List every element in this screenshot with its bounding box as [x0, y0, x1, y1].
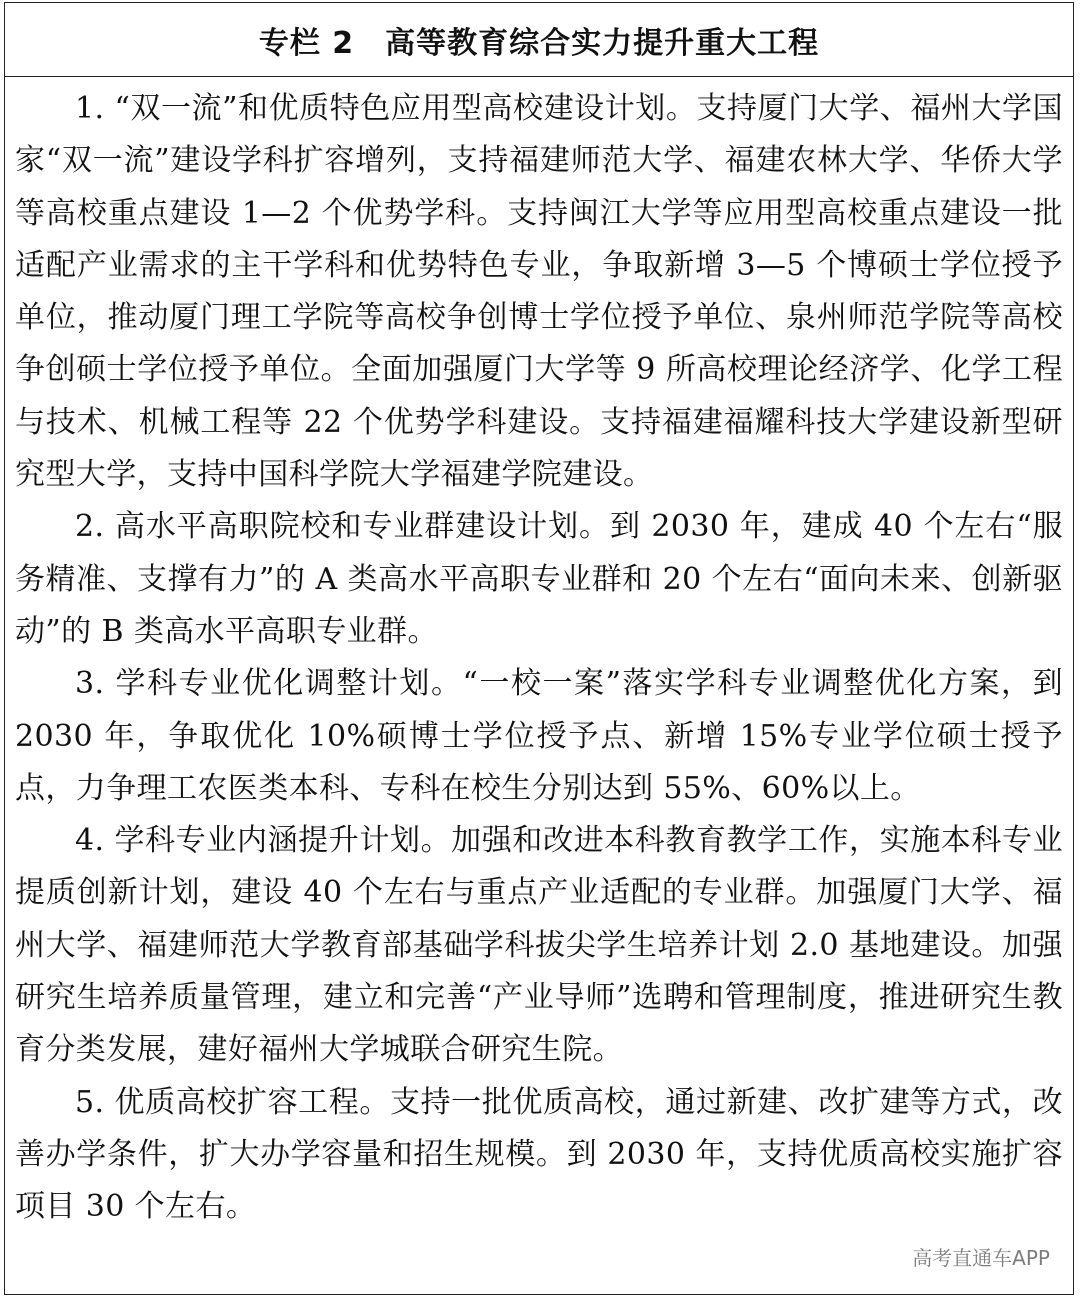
paragraph-item-1: 1. “双一流”和优质特色应用型高校建设计划。支持厦门大学、福州大学国家“双一流”建设学科扩容增列，支持福建师范大学、福建农林大学、华侨大学等高校重点建设 1—2 个优势学科。支持闽江大学等应用型高校重点建设一批适配产业需求的主干学科和优势特色专业，争取新增 3—5 个博硕士学位授予单位，推动厦门理工学院等高校争创博士学位授予单位、泉州师范学院等高校争创硕士学位授予单位。全面加强厦门大学等 9 所高校理论经济学、化学工程与技术、机械工程等 22 个优势学科建设。支持福建福耀科技大学建设新型研究型大学，支持中国科学院大学福建学院建设。	[15, 91, 1063, 493]
column-box	[4, 2, 1074, 1295]
watermark-text: 高考直通车APP	[912, 1246, 1050, 1270]
paragraph-item-2: 2. 高水平高职院校和专业群建设计划。到 2030 年，建成 40 个左右“服务精准、支撑有力”的 A 类高水平高职专业群和 20 个左右“面向未来、创新驱动”的 B 类高水平高职专业群。	[15, 509, 1063, 649]
column-header	[5, 3, 1073, 77]
column-title: 专栏 2 高等教育综合实力提升重大工程	[258, 25, 820, 61]
column-content	[5, 77, 1073, 1234]
paragraph-item-4: 4. 学科专业内涵提升计划。加强和改进本科教育教学工作，实施本科专业提质创新计划，建设 40 个左右与重点产业适配的专业群。加强厦门大学、福州大学、福建师范大学教育部基础学科拔尖学生培养计划 2.0 基地建设。加强研究生培养质量管理，建立和完善“产业导师”选聘和管理制度，推进研究生教育分类发展，建好福州大学城联合研究生院。	[15, 823, 1063, 1068]
paragraph-item-3: 3. 学科专业优化调整计划。“一校一案”落实学科专业调整优化方案，到 2030 年，争取优化 10%硕博士学位授予点、新增 15%专业学位硕士授予点，力争理工农医类本科、专科在校生分别达到 55%、60%以上。	[15, 666, 1063, 806]
paragraph-item-5: 5. 优质高校扩容工程。支持一批优质高校，通过新建、改扩建等方式，改善办学条件，扩大办学容量和招生规模。到 2030 年，支持优质高校实施扩容项目 30 个左右。	[15, 1084, 1063, 1225]
